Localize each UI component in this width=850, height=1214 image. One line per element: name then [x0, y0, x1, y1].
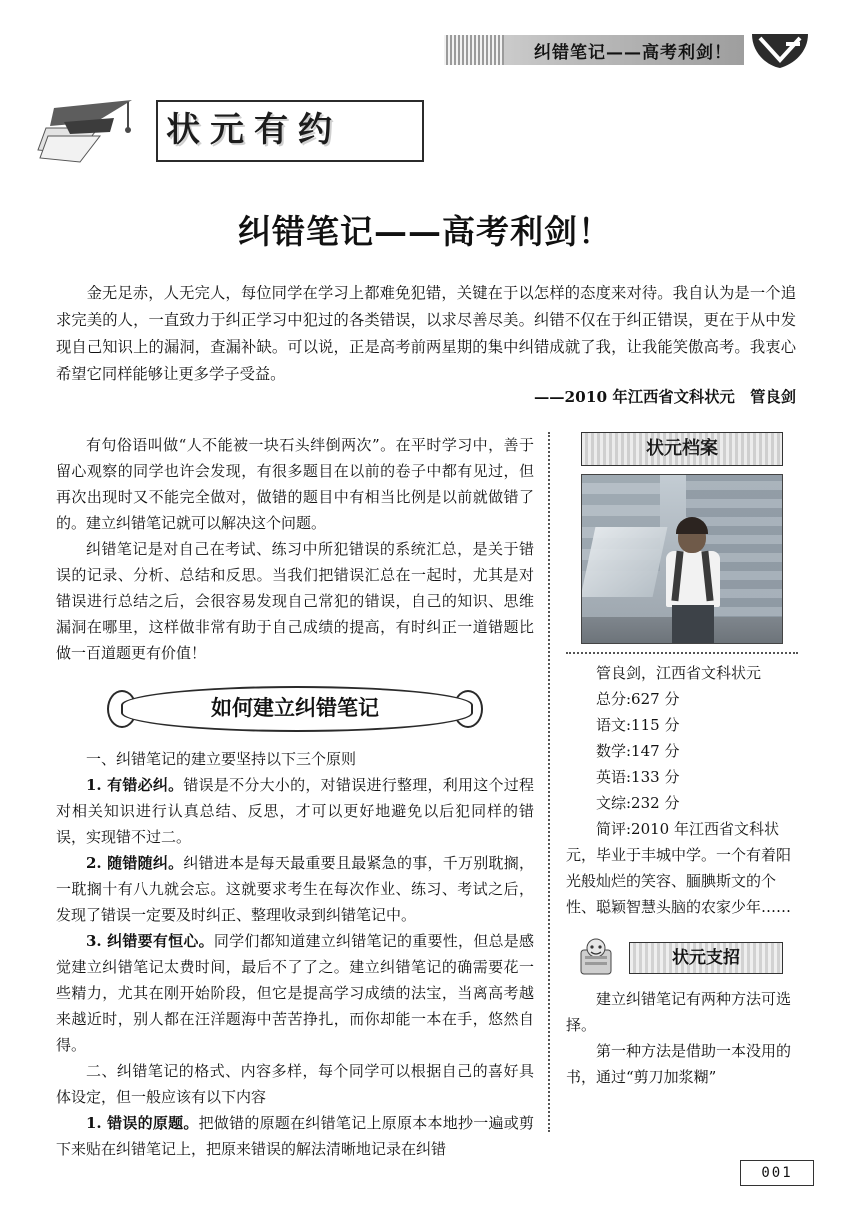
article-title: 纠错笔记——高考利剑！ [238, 212, 612, 251]
banner-char-2: 元 [210, 109, 244, 150]
banner-char-3: 有 [254, 109, 288, 150]
archive-title-plate [581, 432, 783, 466]
principle-item-1 [56, 772, 534, 850]
header-title-bar [444, 35, 744, 65]
header-hatch-decoration [444, 35, 504, 65]
principle-item-1-lead: 1. 有错必纠。 [86, 776, 184, 794]
format-item-1-lead: 1. 错误的原题。 [86, 1114, 199, 1132]
banner-char-1: 状 [166, 109, 200, 150]
principle-item-3 [56, 928, 534, 1058]
header-title: 纠错笔记——高考利剑！ [534, 42, 732, 63]
page-header [444, 30, 812, 70]
archive-line-comment: 简评:2010 年江西省文科状元，毕业于丰城中学。一个有着阳光般灿烂的笑容、腼腆斯文的个性、聪颖智慧头脑的农家少年…… [566, 820, 792, 916]
archive-divider [566, 652, 798, 654]
body-paragraph-2: 纠错笔记是对自己在考试、练习中所犯错误的系统汇总，是关于错误的记录、分析、总结和反思。当我们把错误汇总在一起时，尤其是对错误进行总结之后，会很容易发现自己常犯的错误，自己的知识、思维漏洞在哪里，这样做非常有助于自己成绩的提高，有时纠正一道错题比做一百道题更有价值！ [56, 540, 534, 662]
column-divider [548, 432, 550, 1132]
archive-line-english: 英语:133 分 [596, 768, 680, 786]
left-column [56, 432, 534, 1162]
article-lead-paragraph: 金无足赤，人无完人，每位同学在学习上都难免犯错，关键在于以怎样的态度来对待。我自认为是一个追求完美的人，一直致力于纠正学习中犯过的各类错误，以求尽善尽美。纠错不仅在于纠正错误，更在于从中发现自己知识上的漏洞，查漏补缺。可以说，正是高考前两星期的集中纠错成就了我，让我能笑傲高考。我衷心希望它同样能够让更多学子受益。 [56, 284, 796, 383]
section-scroll-banner [105, 680, 485, 736]
graduation-cap-icon [36, 92, 166, 170]
tip-title: 状元支招 [672, 948, 740, 968]
photo-person [660, 515, 726, 643]
principle-item-1-text: 错误是不分大小的，对错误进行整理，利用这个过程对相关知识进行认真总结、反思，才可以更好地避免以后犯同样的错误，实现错不过二。 [56, 776, 534, 846]
format-heading: 二、纠错笔记的格式、内容多样，每个同学可以根据自己的喜好具体设定，但一般应该有以下内容 [56, 1062, 534, 1106]
column-banner [36, 92, 426, 170]
article-signature: ——2010 年江西省文科状元 管良剑 [533, 388, 796, 406]
banner-char-4: 约 [298, 109, 332, 150]
photo-slide-structure [581, 527, 667, 597]
principle-heading: 一、纠错笔记的建立要坚持以下三个原则 [86, 750, 357, 768]
archive-line-chinese: 语文:115 分 [596, 716, 680, 734]
archive-line-math: 数学:147 分 [596, 742, 680, 760]
tip-paragraph-1: 建立纠错笔记有两种方法可选择。 [566, 990, 792, 1034]
archive-line-total: 总分:627 分 [596, 690, 680, 708]
section-scroll-title: 如何建立纠错笔记 [211, 695, 379, 720]
format-item-1 [56, 1110, 534, 1162]
archive-details [566, 660, 798, 920]
archive-line-name: 管良剑，江西省文科状元 [596, 664, 762, 682]
mascot-icon [577, 938, 629, 978]
photo-person-hair [676, 517, 708, 534]
archive-line-comprehensive: 文综:232 分 [596, 794, 680, 812]
principle-item-2 [56, 850, 534, 928]
magazine-logo-icon [750, 30, 812, 70]
format-item-1-text: 把做错的原题在纠错笔记上原原本本地抄一遍或剪下来贴在纠错笔记上，把原来错误的解法清晰地记录在纠错 [56, 1114, 534, 1158]
page-number: 001 [740, 1160, 814, 1186]
body-paragraph-1: 有句俗语叫做“人不能被一块石头绊倒两次”。在平时学习中，善于留心观察的同学也许会发现，有很多题目在以前的卷子中都有见过，但再次出现时又不能完全做对，做错的题目中有相当比例是以前就做错了的。建立纠错笔记就可以解决这个问题。 [56, 436, 534, 532]
principle-item-2-text: 纠错进本是每天最重要且最紧急的事，千万别耽搁，一耽搁十有八九就会忘。这就要求考生在每次作业、练习、考试之后，发现了错误一定要及时纠正、整理收录到纠错笔记中。 [56, 854, 534, 924]
archive-title: 状元档案 [646, 438, 718, 459]
principle-item-3-text: 同学们都知道建立纠错笔记的重要性，但总是感觉建立纠错笔记太费时间，最后不了了之。建立纠错笔记的确需要花一些精力，尤其在刚开始阶段，但它是提高学习成绩的法宝，当离高考越来越近时，别人都在汪洋题海中苦苦挣扎，而你却能一本在手，悠然自得。 [56, 932, 534, 1054]
principle-item-3-lead: 3. 纠错要有恒心。 [86, 932, 214, 950]
photo-person-legs [672, 605, 714, 643]
tip-plate [629, 942, 783, 974]
banner-text [166, 100, 416, 152]
student-portrait-photo [581, 474, 783, 644]
tip-paragraph-2: 第一种方法是借助一本没用的书，通过“剪刀加浆糊” [566, 1042, 792, 1086]
right-column [566, 432, 798, 1090]
tip-title-plate [577, 938, 787, 978]
principle-item-2-lead: 2. 随错随纠。 [86, 854, 184, 872]
